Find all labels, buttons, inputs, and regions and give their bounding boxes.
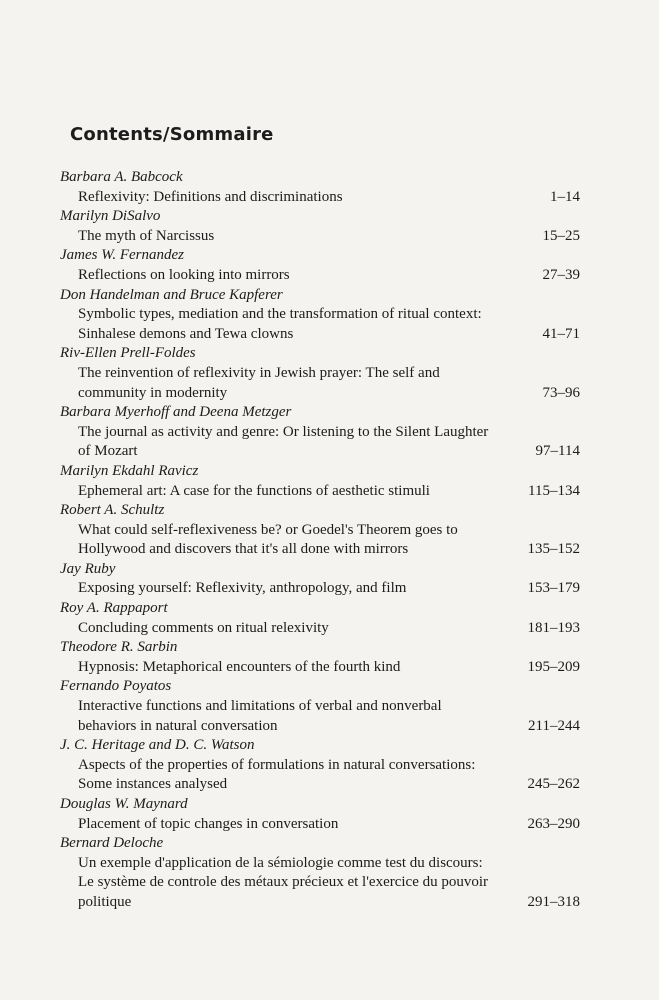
entry-author: Theodore R. Sarbin [60, 639, 178, 656]
toc-entry [60, 677, 580, 736]
entry-title: Reflexivity: Definitions and discriminations [78, 188, 343, 205]
entry-pages: 291–318 [527, 893, 580, 910]
toc-entry [60, 246, 580, 285]
entry-title: Exposing yourself: Reflexivity, anthropology, and film [78, 580, 407, 597]
entry-author: Riv-Ellen Prell-Foldes [60, 345, 196, 362]
entry-title-row [60, 854, 580, 913]
entry-pages: 245–262 [527, 776, 580, 793]
entry-author: Douglas W. Maynard [60, 796, 188, 812]
entry-author: J. C. Heritage and D. C. Watson [60, 737, 255, 754]
entry-author: Roy A. Rappaport [60, 600, 168, 617]
entry-author: James W. Fernandez [60, 247, 185, 264]
toc-entry [60, 462, 580, 501]
entry-pages: 27–39 [542, 266, 580, 283]
entry-author: Marilyn Ekdahl Ravicz [60, 462, 199, 479]
page-title: Contents/Sommaire [70, 124, 274, 145]
entry-author: Marilyn DiSalvo [60, 208, 161, 225]
entry-pages: 135–152 [527, 541, 580, 558]
entry-title: Aspects of the properties of formulations in natural conversations: Some instances analysed [78, 756, 476, 793]
toc-entry [60, 834, 580, 912]
entry-title-row [60, 815, 580, 835]
entry-pages: 41–71 [542, 325, 580, 342]
entry-title-row [60, 521, 580, 560]
toc-entry [60, 286, 580, 345]
entry-title-row [60, 619, 580, 639]
entry-author: Fernando Poyatos [60, 678, 172, 695]
entry-author: Robert A. Schultz [60, 502, 165, 519]
entry-pages: 97–114 [535, 443, 580, 460]
entry-pages: 153–179 [527, 580, 580, 597]
entry-title-row [60, 364, 580, 403]
entry-title-row [60, 227, 580, 247]
entry-pages: 1–14 [550, 188, 580, 205]
entry-pages: 263–290 [527, 815, 580, 832]
entry-title: Symbolic types, mediation and the transformation of ritual context: Sinhalese demons and Tewa clowns [78, 306, 482, 342]
entry-pages: 195–209 [527, 658, 580, 675]
entry-title: What could self-reflexiveness be? or Goedel's Theorem goes to Hollywood and discovers that it's all done with mirrors [78, 521, 458, 558]
entry-title: The reinvention of reflexivity in Jewish prayer: The self and community in modernity [78, 364, 440, 401]
toc-entry [60, 501, 580, 560]
entry-title-row [60, 423, 580, 462]
toc-entry [60, 638, 580, 677]
toc-entry [60, 560, 580, 599]
entry-author: Barbara Myerhoff and Deena Metzger [60, 404, 292, 421]
entry-title-row [60, 188, 580, 208]
entry-title-row [60, 658, 580, 678]
toc-entry [60, 795, 580, 834]
entry-title: Concluding comments on ritual relexivity [78, 619, 329, 636]
entry-title: Reflections on looking into mirrors [78, 266, 290, 283]
entry-pages: 115–134 [528, 482, 580, 499]
entry-author: Barbara A. Babcock [60, 169, 183, 185]
entry-title: Hypnosis: Metaphorical encounters of the fourth kind [78, 658, 401, 675]
entry-title-row [60, 482, 580, 502]
entry-author: Jay Ruby [60, 560, 116, 577]
entry-title: Un exemple d'application de la sémiologie comme test du discours: Le système de controle des métaux précieux et l'exercice du pouvoir politique [78, 854, 489, 910]
toc-entry [60, 344, 580, 403]
entry-title: Ephemeral art: A case for the functions of aesthetic stimuli [78, 482, 430, 499]
entry-title: Placement of topic changes in conversation [78, 815, 339, 832]
entry-pages: 211–244 [528, 717, 580, 734]
entry-title-row [60, 305, 580, 344]
entry-title: Interactive functions and limitations of verbal and nonverbal behaviors in natural conversation [78, 698, 442, 734]
toc-entry [60, 207, 580, 246]
table-of-contents [60, 168, 580, 913]
entry-pages: 181–193 [527, 619, 580, 636]
entry-pages: 73–96 [542, 384, 580, 401]
entry-title-row [60, 266, 580, 286]
entry-pages: 15–25 [542, 227, 580, 244]
entry-author: Don Handelman and Bruce Kapferer [60, 286, 283, 303]
entry-title-row [60, 697, 580, 736]
toc-entry [60, 403, 580, 462]
entry-title: The myth of Narcissus [78, 227, 215, 244]
toc-entry [60, 599, 580, 638]
entry-author: Bernard Deloche [60, 835, 164, 852]
entry-title: The journal as activity and genre: Or listening to the Silent Laughter of Mozart [78, 423, 489, 460]
toc-entry [60, 168, 580, 207]
entry-title-row [60, 756, 580, 795]
toc-entry [60, 736, 580, 795]
entry-title-row [60, 579, 580, 599]
